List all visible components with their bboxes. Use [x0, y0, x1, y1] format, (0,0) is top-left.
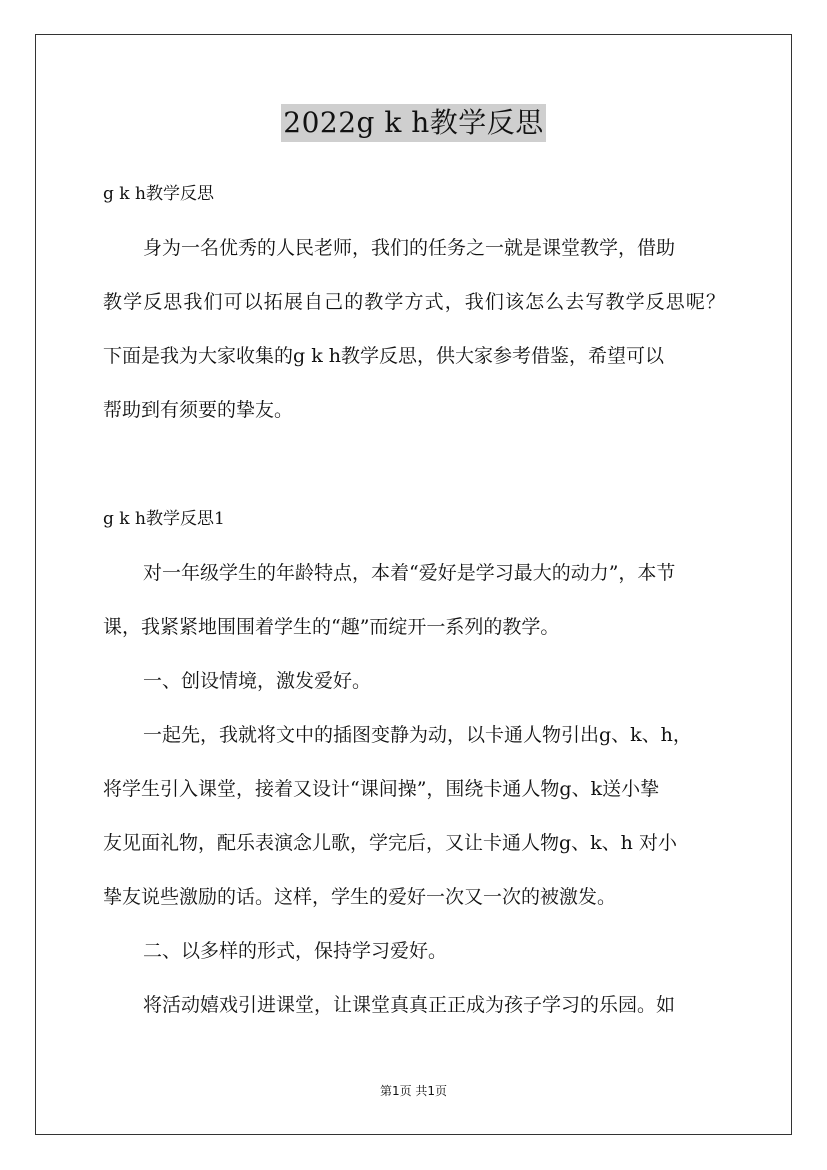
body-line: 将活动嬉戏引进课堂，让课堂真真正正成为孩子学习的乐园。如	[143, 994, 676, 1016]
body-line: 帮助到有须要的挚友。	[103, 399, 294, 421]
section-heading: g k h教学反思	[103, 184, 214, 204]
body-line: 身为一名优秀的人民老师，我们的任务之一就是课堂教学，借助	[143, 237, 676, 259]
body-line: 友见面礼物，配乐表演念儿歌，学完后，又让卡通人物g、k、h 对小	[103, 832, 677, 854]
page-footer: 第1页 共1页	[379, 1084, 448, 1098]
body-line: 将学生引入课堂，接着又设计“课间操”，围绕卡通人物g、k送小挚	[103, 778, 660, 800]
body-line: 一起先，我就将文中的插图变静为动，以卡通人物引出g、k、h，	[143, 724, 692, 746]
body-line: 二、以多样的形式，保持学习爱好。	[143, 940, 448, 962]
section-heading: g k h教学反思1	[103, 509, 225, 529]
body-line: 教学反思我们可以拓展自己的教学方式，我们该怎么去写教学反思呢？	[103, 291, 725, 313]
document-title: 2022g k h教学反思	[281, 104, 545, 142]
body-line: 下面是我为大家收集的g k h教学反思，供大家参考借鉴，希望可以	[103, 345, 664, 367]
body-line: 挚友说些激励的话。这样，学生的爱好一次又一次的被激发。	[103, 886, 617, 908]
body-line: 课，我紧紧地围围着学生的“趣”而绽开一系列的教学。	[103, 616, 560, 638]
body-line: 一、创设情境，激发爱好。	[143, 670, 372, 692]
title-area	[0, 104, 827, 142]
body-line: 对一年级学生的年龄特点，本着“爱好是学习最大的动力”，本节	[143, 562, 676, 584]
